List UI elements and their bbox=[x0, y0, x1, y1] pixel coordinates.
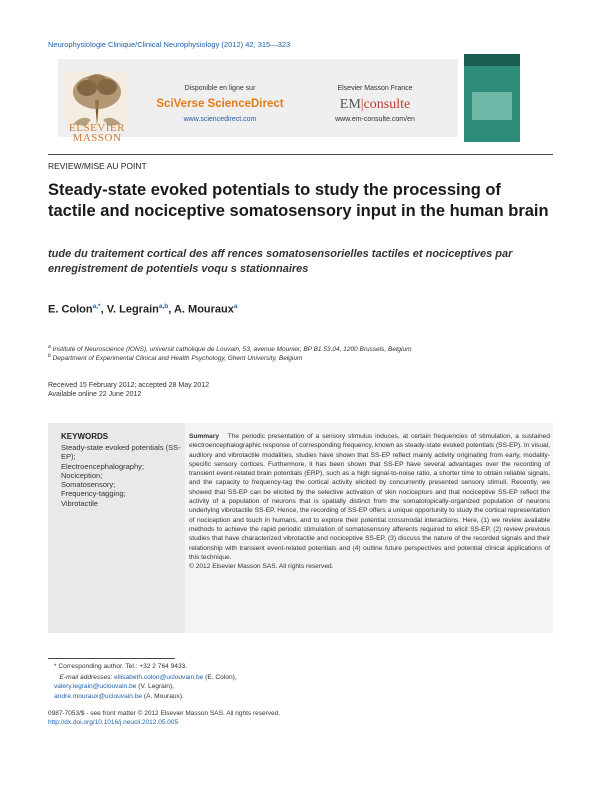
keywords-list bbox=[61, 443, 181, 508]
abstract-label: Summary bbox=[189, 433, 220, 440]
abstract-text: The periodic presentation of a sensory stimulus induces, at certain frequencies of stimulation, a sustained electroencephalographic response of corresponding frequency, known as steady-state evoked potentials (SS-EP). In visual, auditory and vibrotactile modalities, studies have shown that SS-EP reflect mainly activity originating from early, modality-specific sensory cortices. Furthermore, it has been shown that SS-EP have several advantages over the recording of transient event-related brain potentials (ERP), such as a high signal-to-noise ratio, a shorter time to obtain reliable signals, and the capacity to frequency-tag the cortical activity elicited by concurrently presented sensory stimuli. Recently, we showed that SS-EP can be elicited by the selective activation of skin nociceptors and that nociceptive SS-EP reflect the activity of a population of neurons that is spatially distinct from the somatotopically-organized population of neurons underlying vibrotactile SS-EP. Hence, the recording of SS-EP offers a unique opportunity to study the cortical representation of nociception and touch in humans, and to explore their potential crossmodal interactions. Here, (1) we review available methods to achieve the rapid periodic stimulation of somatosensory afferents required to elicit SS-EP, (2) review previous studies that have characterized vibrotactile and nociceptive SS-EP, (3) discuss the nature of the recorded signals and their relationship with transient event-related potentials and (4) outline future perspectives and potential clinical applications of this technique. bbox=[189, 433, 551, 561]
author-name: A. Mouraux bbox=[173, 303, 234, 316]
email-owner: (A. Mouraux). bbox=[143, 692, 184, 700]
em-logo-consulte: consulte bbox=[363, 97, 411, 112]
affiliation-text: Institute of Neuroscience (IONS), universit catholique de Louvain, 53, avenue Mounier, BP B1.53.04, 1200 Brussels, Belgium bbox=[52, 346, 412, 354]
doi-link[interactable]: http://dx.doi.org/10.1016/j.neucli.2012.05.005 bbox=[48, 719, 179, 726]
affiliation-a bbox=[48, 344, 412, 353]
french-title: tude du traitement cortical des aff rences somatosensorielles tactiles et nociceptives par enregistrement de potentiels voqu s stationnaires bbox=[48, 248, 513, 275]
keyword-item: Frequency-tagging; bbox=[61, 489, 126, 499]
journal-cover-header bbox=[464, 54, 520, 66]
keyword-item: Steady-state evoked potentials (SS-EP); bbox=[61, 443, 181, 462]
received-dates: Received 15 February 2012; accepted 28 May 2012 bbox=[48, 382, 210, 389]
sciencedirect-link[interactable]: www.sciencedirect.com bbox=[183, 116, 257, 123]
article-section-label: REVIEW/MISE AU POINT bbox=[48, 161, 147, 171]
email-link[interactable]: valery.legrain@uclouvain.be bbox=[54, 683, 137, 691]
email-label: E-mail addresses: bbox=[59, 674, 113, 681]
email-link[interactable]: andre.mouraux@uclouvain.be bbox=[54, 692, 143, 700]
abstract bbox=[189, 432, 550, 571]
em-publisher-label: Elsevier Masson France bbox=[337, 85, 413, 92]
keyword-item: Electroencephalography; bbox=[61, 461, 144, 471]
author-affiliation-marker[interactable]: a,* bbox=[92, 303, 101, 310]
email-owner: (V. Legrain), bbox=[138, 683, 174, 691]
email-link[interactable]: ellisabeth.colon@uclouvain.be bbox=[114, 674, 204, 681]
em-logo-em: EM bbox=[339, 97, 361, 112]
affiliation-b bbox=[48, 353, 302, 362]
email-owner: (E. Colon), bbox=[205, 674, 237, 681]
keywords-heading: KEYWORDS bbox=[61, 432, 109, 441]
publisher-logo-text-1: ELSEVIER bbox=[69, 122, 125, 134]
em-consulte-link[interactable]: www.em-consulte.com/en bbox=[335, 116, 415, 123]
journal-cover-artwork bbox=[472, 92, 512, 120]
journal-citation[interactable]: Neurophysiologie Clinique/Clinical Neurophysiology (2012) 42, 315—323 bbox=[48, 40, 291, 49]
author-affiliation-marker[interactable]: a,b bbox=[158, 303, 169, 310]
sciencedirect-available-label: Disponible en ligne sur bbox=[184, 85, 256, 92]
author-name: V. Legrain bbox=[106, 303, 159, 316]
keyword-item: Vibrotactile bbox=[61, 498, 98, 508]
article-title: Steady-state evoked potentials to study the processing of tactile and nociceptive somatosensory input in the human brain bbox=[48, 181, 549, 220]
affiliation-text: Department of Experimental Clinical and Health Psychology, Ghent University, Belgium bbox=[52, 355, 303, 363]
keyword-item: Nociception; bbox=[61, 470, 103, 480]
em-consulte-logo bbox=[300, 97, 450, 113]
header-divider bbox=[48, 154, 553, 155]
author-name: E. Colon bbox=[48, 303, 93, 316]
affiliation-marker: b bbox=[48, 353, 51, 359]
corresponding-author-note: * Corresponding author. Tel.: +32 2 764 9433. bbox=[54, 663, 188, 670]
corresponding-author-text: Corresponding author. Tel.: +32 2 764 9433. bbox=[58, 663, 188, 670]
footnote-divider bbox=[48, 658, 175, 659]
front-matter-note: 0987-7053/$ - see front matter © 2012 Elsevier Masson SAS. All rights reserved. bbox=[48, 710, 281, 717]
author-affiliation-marker[interactable]: a bbox=[233, 303, 238, 310]
sciencedirect-brand: SciVerse ScienceDirect bbox=[156, 98, 284, 110]
em-logo-separator: | bbox=[360, 97, 364, 112]
email-addresses bbox=[54, 673, 334, 701]
author-list: E. Colon$^{a,*}$, V. Legrain$^{a,b}$, A. Mouraux$^a$ bbox=[48, 303, 238, 316]
publisher-logo-text-2: MASSON bbox=[72, 132, 122, 144]
affiliation-marker: a bbox=[48, 344, 51, 350]
available-online-date: Available online 22 June 2012 bbox=[48, 391, 142, 398]
keyword-item: Somatosensory; bbox=[61, 480, 116, 490]
abstract-copyright: © 2012 Elsevier Masson SAS. All rights reserved. bbox=[189, 563, 334, 571]
